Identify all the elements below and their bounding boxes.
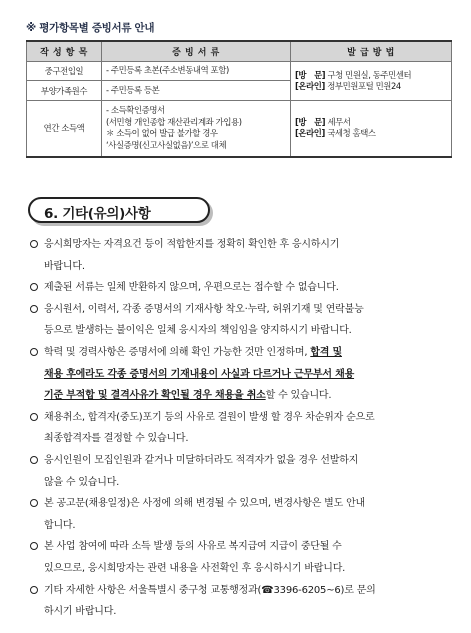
method-text: 국세청 홈택스: [324, 128, 376, 139]
note-line: 본 공고문(채용일정)은 사정에 의해 변경될 수 있으며, 변경사항은 별도 안내: [44, 498, 365, 510]
note-line: 하시기 바랍니다.: [44, 606, 117, 618]
bullet-circle-icon: [30, 413, 38, 421]
note-line: 최종합격자를 결정할 수 있습니다.: [44, 433, 189, 445]
list-item: [30, 299, 440, 342]
list-item: [30, 493, 440, 536]
note-line: 합니다.: [44, 519, 76, 531]
note-line: 등으로 발생하는 불이익은 일체 응시자의 책임임을 양지하시기 바랍니다.: [44, 325, 352, 337]
note-emphasis: 합격 및: [310, 346, 342, 358]
list-item: [30, 234, 440, 277]
row-item: 연간 소득액: [27, 101, 102, 157]
list-item: [30, 407, 440, 450]
row-method: [291, 62, 452, 101]
header-docs: 증 빙 서 류: [102, 41, 291, 62]
note-line: 있으므로, 응시희망자는 관련 내용을 사전확인 후 응시하시기 바랍니다.: [44, 562, 346, 574]
method-text: 정부민원포털 민원24: [324, 81, 401, 91]
method-text: 구청 민원실, 동주민센터: [325, 69, 412, 80]
method-tag: [방 문]: [295, 116, 326, 127]
note-line: [44, 385, 440, 407]
table-header-row: [27, 41, 452, 62]
row-method: [291, 101, 452, 157]
bullet-circle-icon: [30, 305, 38, 313]
bullet-circle-icon: [30, 456, 38, 464]
doc-line: - 주민등록 등본: [106, 84, 160, 95]
method-tag: [온라인]: [295, 128, 325, 139]
bullet-circle-icon: [30, 348, 38, 356]
table-row: [27, 101, 452, 157]
note-emphasis-line: 채용 후에라도 각종 증명서의 기재내용이 사실과 다르거나 근무부서 채용: [44, 368, 355, 380]
bullet-circle-icon: [30, 499, 38, 507]
doc-line: ‘사실증명(신고사실없음)’으로 대체: [106, 139, 227, 150]
header-item: 작 성 항 목: [27, 41, 102, 62]
list-item: [30, 580, 440, 623]
note-line: 채용취소, 합격자(중도)포기 등의 사유로 결원이 발생 할 경우 차순위자 순으로: [44, 411, 375, 423]
row-docs: [102, 62, 291, 81]
method-line: [295, 117, 447, 129]
documents-table: [26, 40, 452, 158]
method-line: [295, 128, 447, 140]
bullet-circle-icon: [30, 283, 38, 291]
table-row: [27, 62, 452, 81]
note-text: 학력 및 경력사항은 증명서에 의해 확인 가능한 것만 인정하며,: [44, 346, 311, 358]
note-line: 않을 수 있습니다.: [44, 476, 120, 488]
doc-line: (서민형 개인종합 재산관리계좌 가입용): [106, 116, 242, 127]
section-title: ※ 평가항목별 증빙서류 안내: [26, 22, 155, 34]
row-docs: [102, 101, 291, 157]
list-item: [30, 536, 440, 579]
note-line: 기타 자세한 사항은 서울특별시 중구청 교통행정과(☎3396-6205~6)로 문의: [44, 584, 376, 596]
notes-list: [30, 234, 440, 623]
doc-line: - 주민등록 초본(주소변동내역 포함): [106, 65, 229, 76]
note-line: 바랍니다.: [44, 260, 85, 272]
doc-line: ＊ 소득이 없어 발급 불가할 경우: [106, 128, 218, 139]
note-text: 할 수 있습니다.: [265, 390, 332, 402]
note-line: 응시원서, 이력서, 각종 증명서의 기재사항 착오·누락, 허위기재 및 연락불능: [44, 303, 364, 315]
doc-line: - 소득확인증명서: [106, 105, 165, 116]
method-tag: [온라인]: [295, 81, 325, 91]
bullet-circle-icon: [30, 240, 38, 248]
bullet-circle-icon: [30, 542, 38, 550]
note-line: 본 사업 참여에 따라 소득 발생 등의 사유로 복지급여 지급이 중단될 수: [44, 541, 342, 553]
banner-title: 6. 기타(유의)사항: [44, 206, 151, 222]
list-item: [30, 277, 440, 299]
note-line: [44, 342, 440, 364]
row-item: 중구전입일: [27, 62, 102, 81]
note-line: 제출된 서류는 일체 반환하지 않으며, 우편으로는 접수할 수 없습니다.: [44, 282, 339, 294]
method-line: [295, 70, 447, 82]
note-line: 응시인원이 모집인원과 같거나 미달하더라도 적격자가 없을 경우 선발하지: [44, 454, 359, 466]
method-text: 세무서: [325, 116, 351, 127]
list-item: [30, 342, 440, 407]
note-emphasis: 기준 부적합 및 결격사유가 확인될 경우 채용을 취소: [44, 390, 266, 402]
section-banner: [28, 197, 210, 223]
method-line: [295, 81, 447, 93]
method-tag: [방 문]: [295, 69, 326, 80]
bullet-circle-icon: [30, 586, 38, 594]
row-item: 부양가족원수: [27, 81, 102, 101]
header-method: 발 급 방 법: [291, 41, 452, 62]
row-docs: [102, 81, 291, 101]
note-line: 응시희망자는 자격요건 등이 적합한지를 정확히 확인한 후 응시하시기: [44, 239, 340, 250]
list-item: [30, 450, 440, 493]
